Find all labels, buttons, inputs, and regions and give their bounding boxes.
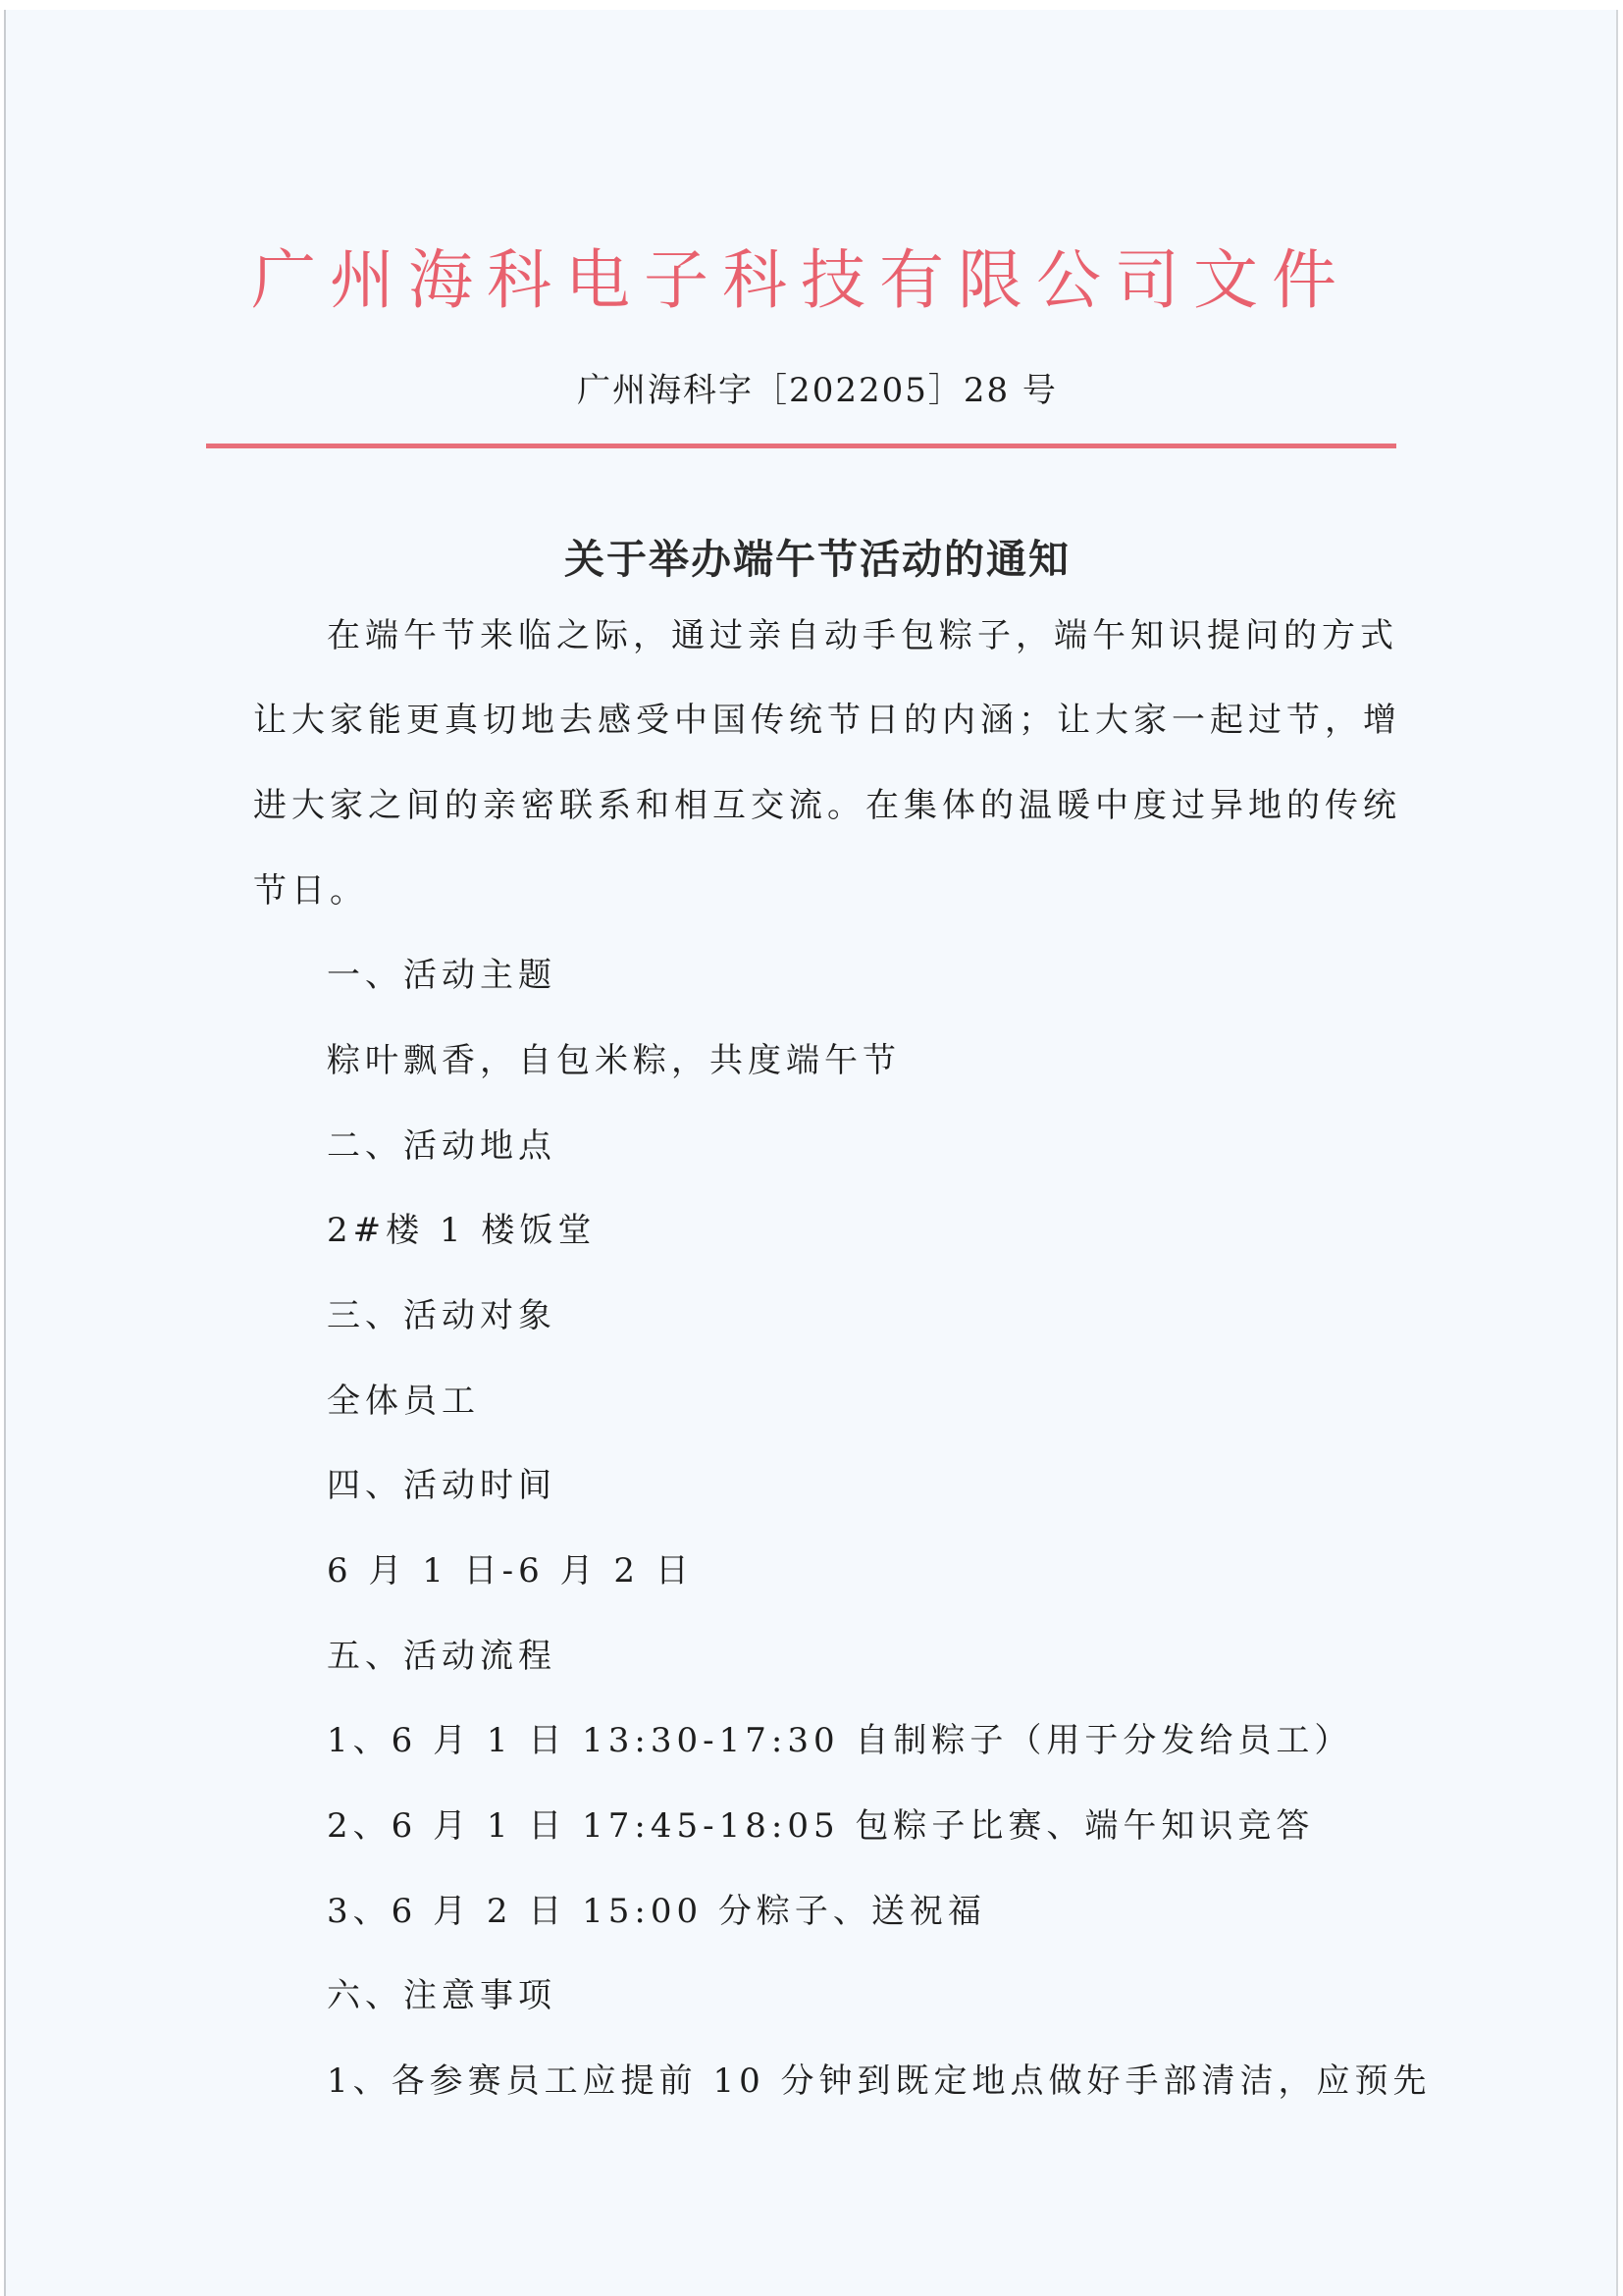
section-content: 6 月 1 日-6 月 2 日 (327, 1551, 694, 1591)
schedule-item: 2、6 月 1 日 17:45-18:05 包粽子比赛、端午知识竞答 (327, 1806, 1315, 1846)
section-content: 全体员工 (327, 1382, 480, 1421)
note-item: 1、各参赛员工应提前 10 分钟到既定地点做好手部清洁，应预先 (327, 2061, 1432, 2101)
intro-line: 进大家之间的亲密联系和相互交流。在集体的温暖中度过异地的传统 (253, 786, 1401, 825)
section-heading-time: 四、活动时间 (327, 1466, 556, 1505)
intro-line: 让大家能更真切地去感受中国传统节日的内涵；让大家一起过节，增 (253, 701, 1401, 740)
section-heading-location: 二、活动地点 (327, 1126, 556, 1166)
document-number: 广州海科字［202205］28 号 (577, 371, 1058, 410)
section-content: 2#楼 1 楼饭堂 (327, 1211, 597, 1250)
section-heading-schedule: 五、活动流程 (327, 1637, 556, 1676)
section-heading-notes: 六、注意事项 (327, 1976, 556, 2015)
schedule-item: 3、6 月 2 日 15:00 分粽子、送祝福 (327, 1892, 986, 1931)
intro-line: 节日。 (253, 871, 368, 911)
red-divider (206, 444, 1396, 448)
notice-title: 关于举办端午节活动的通知 (564, 536, 1071, 583)
intro-line: 在端午节来临之际，通过亲自动手包粽子，端午知识提问的方式 (327, 616, 1398, 655)
company-document-header: 广州海科电子科技有限公司文件 (251, 242, 1350, 318)
document-page (4, 10, 1618, 2296)
section-heading-audience: 三、活动对象 (327, 1296, 556, 1335)
section-content: 粽叶飘香，自包米粽，共度端午节 (327, 1041, 901, 1080)
section-heading-theme: 一、活动主题 (327, 956, 556, 995)
schedule-item: 1、6 月 1 日 13:30-17:30 自制粽子（用于分发给员工） (327, 1721, 1353, 1760)
